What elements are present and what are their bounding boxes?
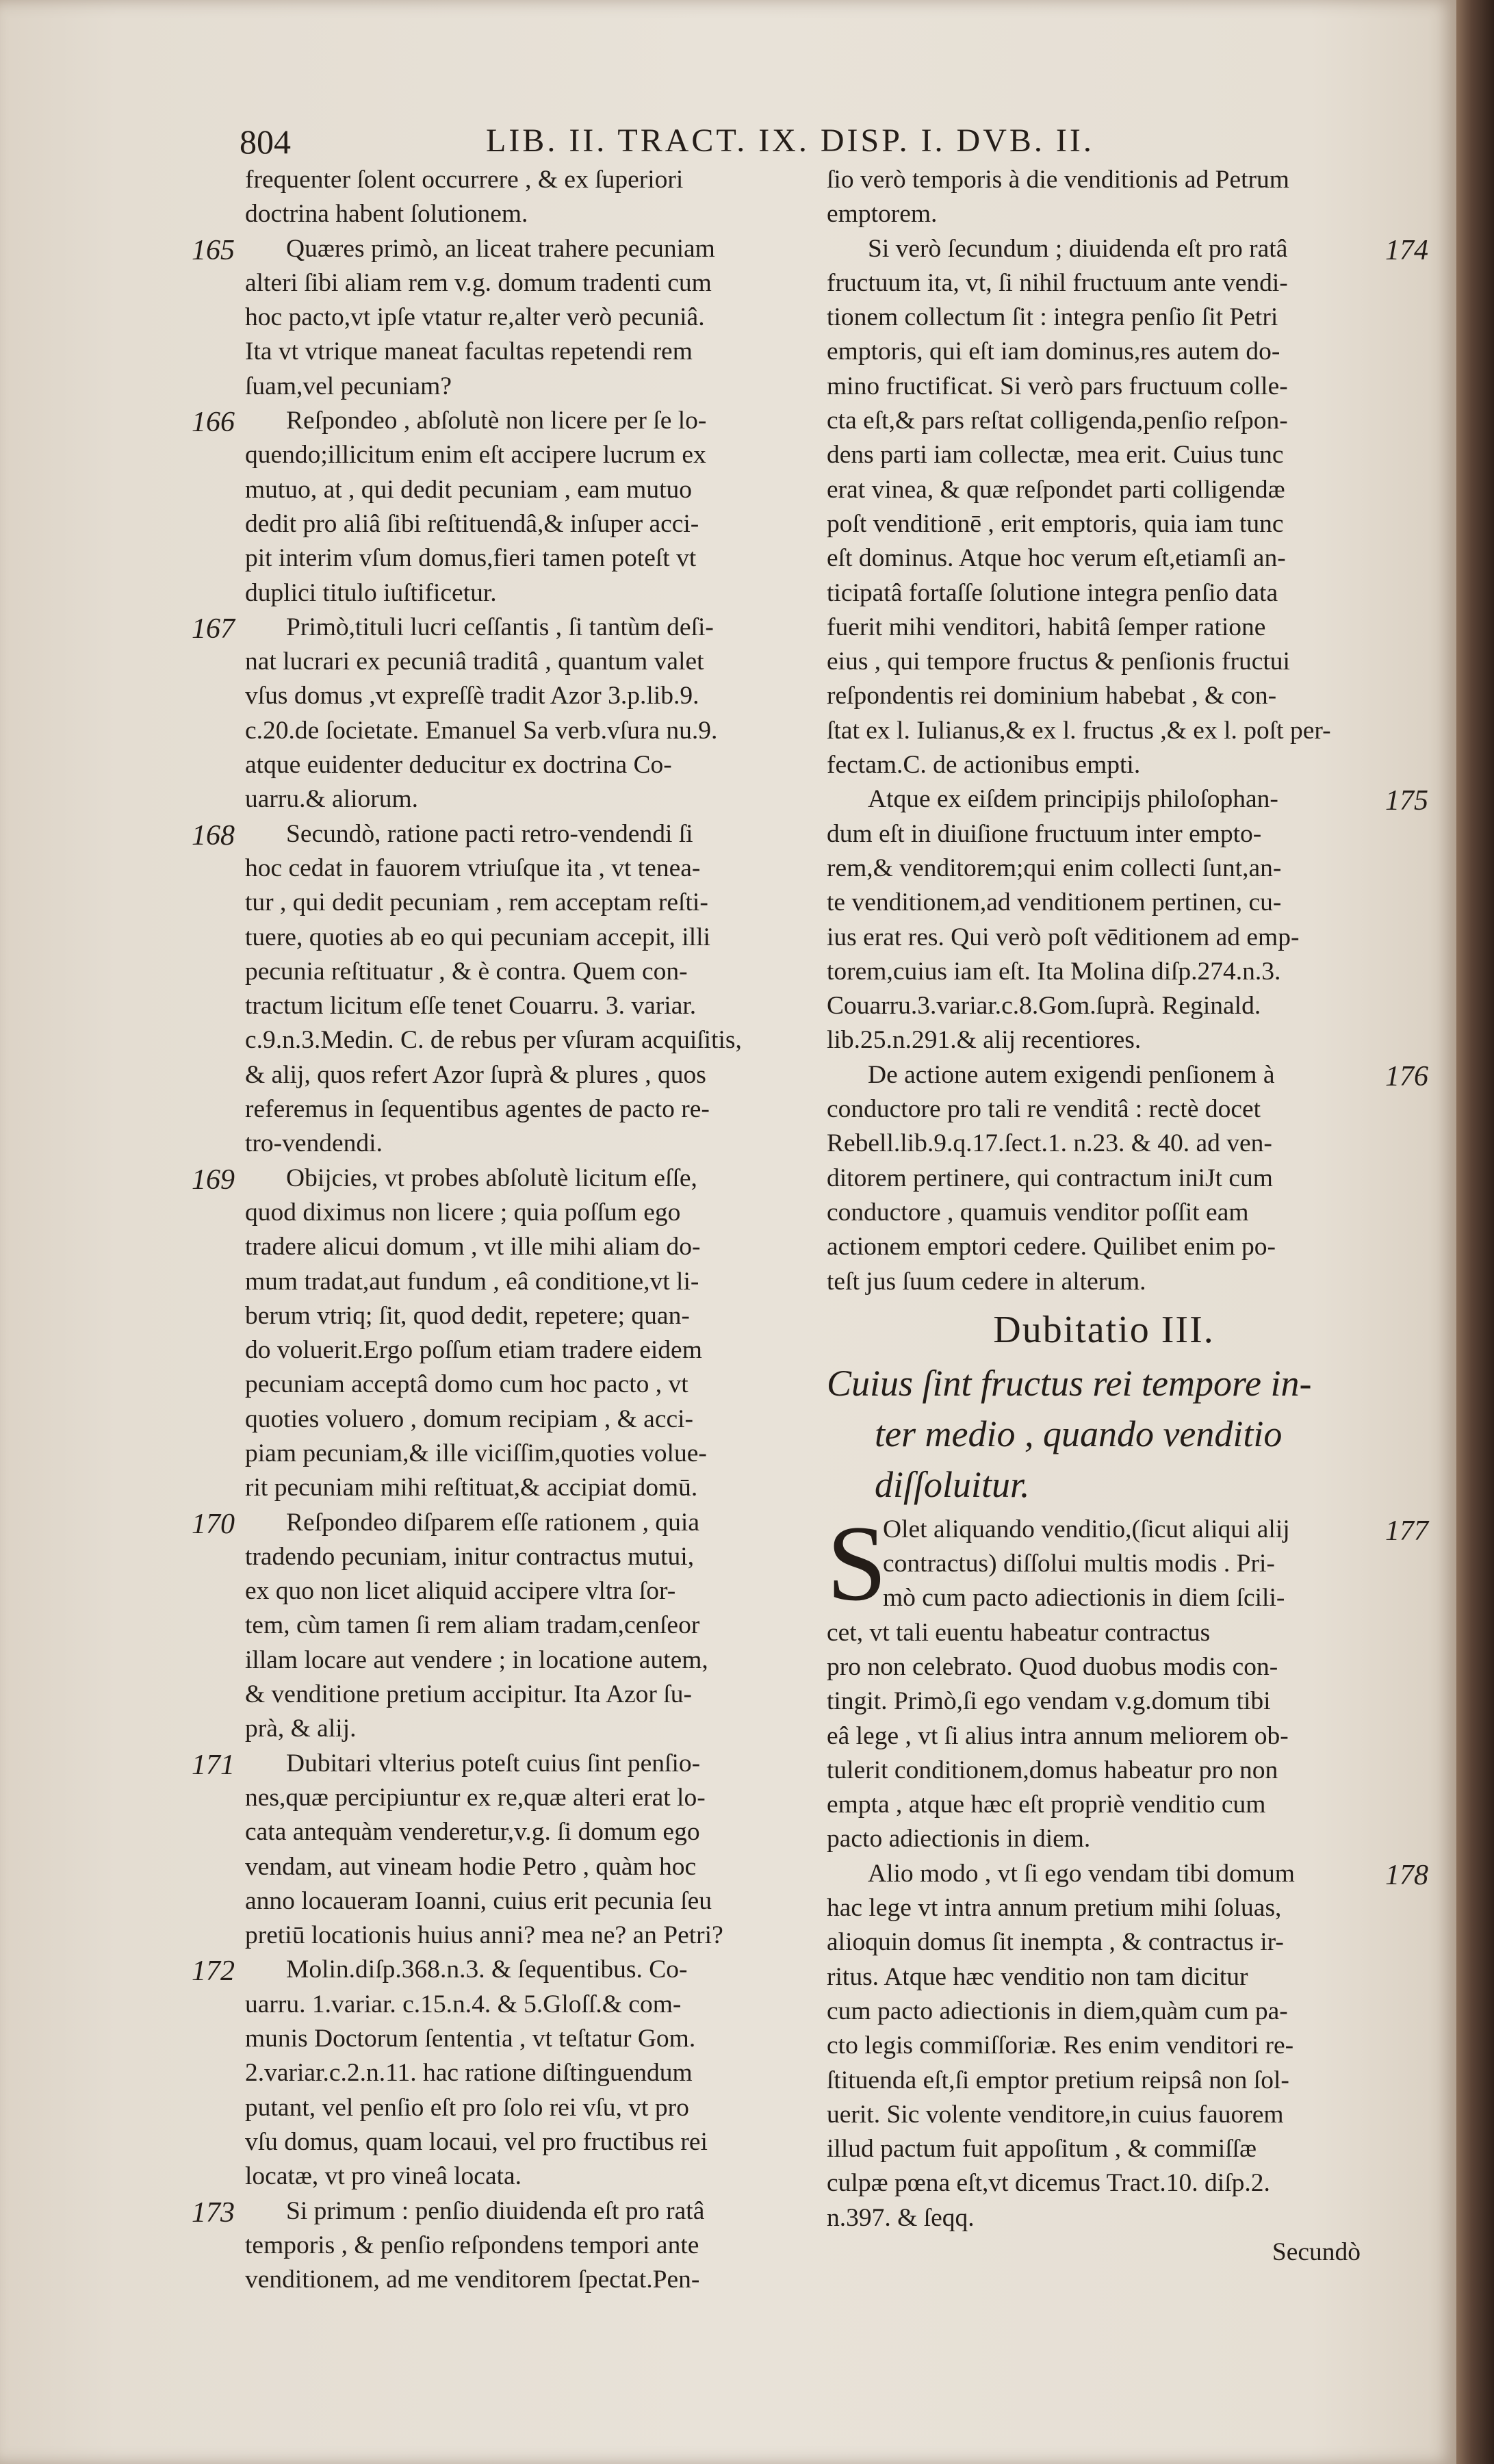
text-line: teſt jus ſuum cedere in alterum. [827,1267,1146,1296]
text-line: fructuum ita, vt, ſi nihil fructuum ante vendi- [827,268,1288,297]
text-line: Couarru.3.variar.c.8.Gom.ſuprà. Reginald. [827,992,1261,1021]
text-line: tradere alicui domum , vt ille mihi aliam do- [245,1233,701,1261]
text-line: & venditione pretium accipitur. Ita Azor ſu- [245,1680,692,1709]
text-line: illam locare aut vendere ; in locatione autem, [245,1645,708,1674]
paragraph [192,1747,779,1953]
text-line: tingit. Primò,ſi ego vendam v.g.domum tibi [827,1687,1271,1716]
right-column-bottom [827,1503,1428,2235]
text-line: rit pecuniam mihi reſtituat,& accipiat domū. [245,1474,698,1502]
text-line: Atque ex eiſdem principijs philoſophan- [868,785,1278,814]
text-line: te venditionem,ad venditionem pertinen, cu- [827,888,1282,917]
text-line: Rebell.lib.9.q.17.ſect.1. n.23. & 40. ad ven- [827,1129,1272,1158]
text-line: ius erat res. Qui verò poſt vēditionem ad emp- [827,923,1300,951]
text-line: fectam.C. de actionibus empti. [827,751,1141,780]
text-line: Dubitari vlterius poteſt cuius ſint penſio- [286,1749,701,1778]
text-line: venditionem, ad me venditorem ſpectat.Pen- [245,2266,700,2294]
text-line: tur , qui dedit pecuniam , rem acceptam reſti- [245,888,708,917]
page-number: 804 [240,123,291,161]
text-line: pecunia reſtituatur , & è contra. Quem con- [245,957,688,986]
text-line: vſu domus, quam locaui, vel pro fructibus rei [245,2127,708,2156]
text-line: mum tradat,aut fundum , eâ conditione,vt li- [245,1267,699,1296]
text-line: cta eſt,& pars reſtat colligenda,penſio reſpon- [827,407,1288,435]
text-line: locatæ, vt pro vineâ locata. [245,2162,522,2191]
text-line: mino fructificat. Si verò pars fructuum colle- [827,372,1288,400]
text-line: dens parti iam collectæ, mea erit. Cuius tunc [827,441,1284,470]
text-line: Reſpondeo diſparem eſſe rationem , quia [286,1508,699,1537]
text-line: eſt dominus. Atque hoc verum eſt,etiamſi an- [827,544,1286,573]
marginal-number: 178 [1385,1859,1428,1891]
text-line: doctrina habent ſolutionem. [245,200,528,229]
text-line: conductore , quamuis venditor poſſit eam [827,1198,1249,1227]
text-line: pretiū locationis huius anni? mea ne? an Petri? [245,1921,723,1950]
text-line: do voluerit.Ergo poſſum etiam tradere eidem [245,1336,702,1365]
text-line: 2.variar.c.2.n.11. hac ratione diſtinguendum [245,2059,693,2088]
text-line: tionem collectum ſit : integra penſio ſit Petri [827,303,1278,332]
marginal-number: 172 [192,1955,235,1988]
marginal-number: 165 [192,234,235,266]
text-line: cata antequàm venderetur,v.g. ſi domum ego [245,1818,700,1847]
text-line: cto legis commiſſoriæ. Res enim venditori re- [827,2031,1294,2060]
paragraph [192,1506,779,1747]
marginal-number: 168 [192,819,235,851]
text-line: Si primum : penſio diuidenda eſt pro ratâ [286,2196,705,2225]
text-line: uarru.& aliorum. [245,785,419,814]
text-line: & alij, quos refert Azor ſuprà & plures , quos [245,1060,706,1089]
paragraph [192,2194,779,2298]
text-line: alioquin domus ſit inempta , & contractus ir- [827,1928,1284,1957]
subtitle-line: ter medio , quando venditio [875,1413,1283,1454]
text-line: prà, & alij. [245,1715,357,1743]
paragraph [192,404,779,611]
marginal-number: 167 [192,613,235,645]
text-line: mutuo, at , qui dedit pecuniam , eam mutuo [245,475,692,504]
marginal-number: 174 [1385,234,1428,266]
text-line: eius , qui tempore fructus & penſionis fructui [827,647,1290,676]
text-line: hoc cedat in fauorem vtriuſque ita , vt tenea- [245,854,701,882]
marginal-number: 169 [192,1164,235,1196]
text-line: emptoris, qui eſt iam dominus,res autem do- [827,337,1280,366]
paragraph [827,782,1428,1057]
marginal-number: 177 [1385,1515,1428,1547]
text-line: alteri ſibi aliam rem v.g. domum tradenti cum [245,268,712,297]
paragraph [827,1058,1428,1299]
text-line: ſtat ex l. Iulianus,& ex l. fructus ,& ex l. poſt per- [827,716,1331,745]
text-line: berum vtriq; ſit, quod dedit, repetere; quan- [245,1301,690,1330]
text-line: tractum licitum eſſe tenet Couarru. 3. variar. [245,992,697,1021]
text-line: Olet aliquando venditio,(ſicut aliqui alij [883,1515,1290,1543]
book-gutter-edge [1456,0,1494,2464]
text-line: ſuam,vel pecuniam? [245,372,452,400]
text-line: dedit pro aliâ ſibi reſtituendâ,& inſuper acci- [245,509,699,538]
subtitle-line: Cuius ſint fructus rei tempore in- [827,1362,1312,1404]
text-line: lib.25.n.291.& alij recentiores. [827,1026,1142,1055]
text-line: Obijcies, vt probes abſolutè licitum eſſe, [286,1164,697,1192]
text-line: uarru. 1.variar. c.15.n.4. & 5.Gloſſ.& com- [245,1990,682,2018]
text-line: Molin.diſp.368.n.3. & ſequentibus. Co- [286,1955,688,1984]
left-column [192,163,779,2297]
text-line: eâ lege , vt ſi alius intra annum meliorem ob- [827,1721,1289,1750]
text-line: conductore pro tali re venditâ : rectè docet [827,1095,1261,1124]
text-line: munis Doctorum ſententia , vt teſtatur Gom. [245,2025,696,2053]
text-line: anno locaueram Ioanni, cuius erit pecunia ſeu [245,1886,712,1915]
text-line: De actione autem exigendi penſionem à [868,1060,1275,1089]
text-line: cum pacto adiectionis in diem,quàm cum pa- [827,1997,1288,2025]
text-line: Ita vt vtrique maneat facultas repetendi rem [245,337,693,366]
text-line: tuere, quoties ab eo qui pecuniam accepit, illi [245,923,710,951]
text-line: Quæres primò, an liceat trahere pecuniam [286,234,715,263]
paragraph [827,1857,1428,2235]
paragraph [192,817,779,1162]
text-line: tulerit conditionem,domus habeatur pro non [827,1756,1278,1784]
marginal-number: 166 [192,407,235,439]
text-line: ticipatâ fortaſſe ſolutione integra penſio data [827,578,1278,607]
right-column [827,163,1428,2270]
text-line: pecuniam acceptâ domo cum hoc pacto , vt [245,1370,688,1399]
text-line: emptorem. [827,200,938,229]
text-line: mò cum pacto adiectionis in diem ſcili- [883,1584,1285,1613]
text-line: fuerit mihi venditori, habitâ ſemper ratione [827,613,1266,641]
paragraph [827,1503,1428,1857]
text-line: reſpondentis rei dominium habebat , & con- [827,682,1277,710]
text-line: culpæ pœna eſt,vt dicemus Tract.10. diſp.2. [827,2169,1270,2198]
text-line: empta , atque hæc eſt propriè venditio cum [827,1791,1266,1819]
marginal-number: 173 [192,2196,235,2229]
running-head-title: LIB. II. TRACT. IX. DISP. I. DVB. II. [486,123,1094,159]
text-line: putant, vel penſio eſt pro ſolo rei vſu, vt pro [245,2093,689,2122]
marginal-number: 175 [1385,785,1428,817]
text-line: rem,& venditorem;qui enim collecti ſunt,an- [827,854,1282,882]
paragraph [192,232,779,404]
text-line: c.9.n.3.Medin. C. de rebus per vſuram acquiſitis, [245,1026,742,1055]
text-line: pro non celebrato. Quod duobus modis con- [827,1652,1278,1681]
text-line: tro-vendendi. [245,1129,383,1158]
marginal-number: 171 [192,1749,235,1781]
text-line: n.397. & ſeqq. [827,2203,975,2232]
text-line: illud pactum fuit appoſitum , & commiſſæ [827,2135,1257,2164]
text-line: Primò,tituli lucri ceſſantis , ſi tantùm deſi- [286,613,714,641]
text-line: hoc pacto,vt ipſe vtatur re,alter verò pecuniâ. [245,303,705,332]
running-head [240,122,1444,163]
drop-cap: S [827,1503,887,1624]
text-line: dum eſt in diuiſione fructuum inter empto- [827,819,1262,848]
catchword: Secundò [1272,2238,1361,2267]
text-line: quendo;illicitum enim eſt accipere lucrum ex [245,441,706,470]
text-line: vendam, aut vineam hodie Petro , quàm hoc [245,1852,697,1881]
text-line: c.20.de ſocietate. Emanuel Sa verb.vſura nu.9. [245,716,718,745]
subtitle-line: diſſoluitur. [875,1463,1030,1505]
paragraph [827,163,1381,232]
paragraph [245,163,779,232]
text-line: ſio verò temporis à die venditionis ad Petrum [827,166,1289,194]
text-line: poſt venditionē , erit emptoris, quia iam tunc [827,509,1284,538]
marginal-number: 170 [192,1508,235,1540]
text-line: Si verò ſecundum ; diuidenda eſt pro ratâ [868,234,1288,263]
text-line: quoties voluero , domum recipiam , & acci- [245,1404,694,1433]
text-line: erat vinea, & quæ reſpondet parti colligendæ [827,475,1285,504]
text-line: ſtituenda eſt,ſi emptor pretium reipsâ non ſol- [827,2066,1289,2094]
text-line: ex quo non licet aliquid accipere vltra ſor- [245,1577,676,1606]
text-line: tem, cùm tamen ſi rem aliam tradam,cenſeor [245,1611,700,1640]
text-line: Secundò, ratione pacti retro-vendendi ſi [286,819,693,848]
text-line: nes,quæ percipiuntur ex re,quæ alteri erat lo- [245,1783,706,1812]
text-line: contractus) diſſolui multis modis . Pri- [883,1550,1275,1578]
text-line: Alio modo , vt ſi ego vendam tibi domum [868,1859,1295,1888]
text-line: ditorem pertinere, qui contractum iniJt cum [827,1164,1273,1192]
text-line: torem,cuius iam eſt. Ita Molina diſp.274.n.3. [827,957,1281,986]
paragraph [827,232,1428,783]
text-line: quod diximus non licere ; quia poſſum ego [245,1198,681,1227]
text-line: referemus in ſequentibus agentes de pacto re- [245,1095,710,1124]
text-line: nat lucrari ex pecuniâ traditâ , quantum valet [245,647,704,676]
text-line: Reſpondeo , abſolutè non licere per ſe lo- [286,407,707,435]
text-line: pacto adiectionis in diem. [827,1825,1091,1853]
marginal-number: 176 [1385,1060,1428,1092]
text-line: piam pecuniam,& ille viciſſim,quoties volue- [245,1439,707,1467]
text-line: cet, vt tali euentu habeatur contractus [827,1618,1211,1647]
right-column-top [827,163,1428,1299]
text-line: pit interim vſum domus,fieri tamen poteſt vt [245,544,697,573]
dubitatio-subtitle [827,1358,1381,1510]
text-line: hac lege vt intra annum pretium mihi ſoluas, [827,1894,1282,1923]
text-line: frequenter ſolent occurrere , & ex ſuperiori [245,166,684,194]
text-line: vſus domus ,vt expreſſè tradit Azor 3.p.lib.9. [245,682,699,710]
text-line: atque euidenter deducitur ex doctrina Co- [245,751,672,780]
text-line: duplici titulo iuſtificetur. [245,578,497,607]
paragraph [192,611,779,817]
text-line: uerit. Sic volente venditore,in cuius fauorem [827,2100,1284,2129]
text-line: actionem emptori cedere. Quilibet enim po- [827,1233,1276,1261]
paragraph [192,1953,779,2194]
text-line: tradendo pecuniam, initur contractus mutui, [245,1542,695,1571]
text-line: ritus. Atque hæc venditio non tam dicitur [827,1962,1248,1991]
paragraph [192,1162,779,1506]
dubitatio-heading: Dubitatio III. [993,1308,1215,1351]
text-line: temporis , & penſio reſpondens tempori ante [245,2231,699,2259]
